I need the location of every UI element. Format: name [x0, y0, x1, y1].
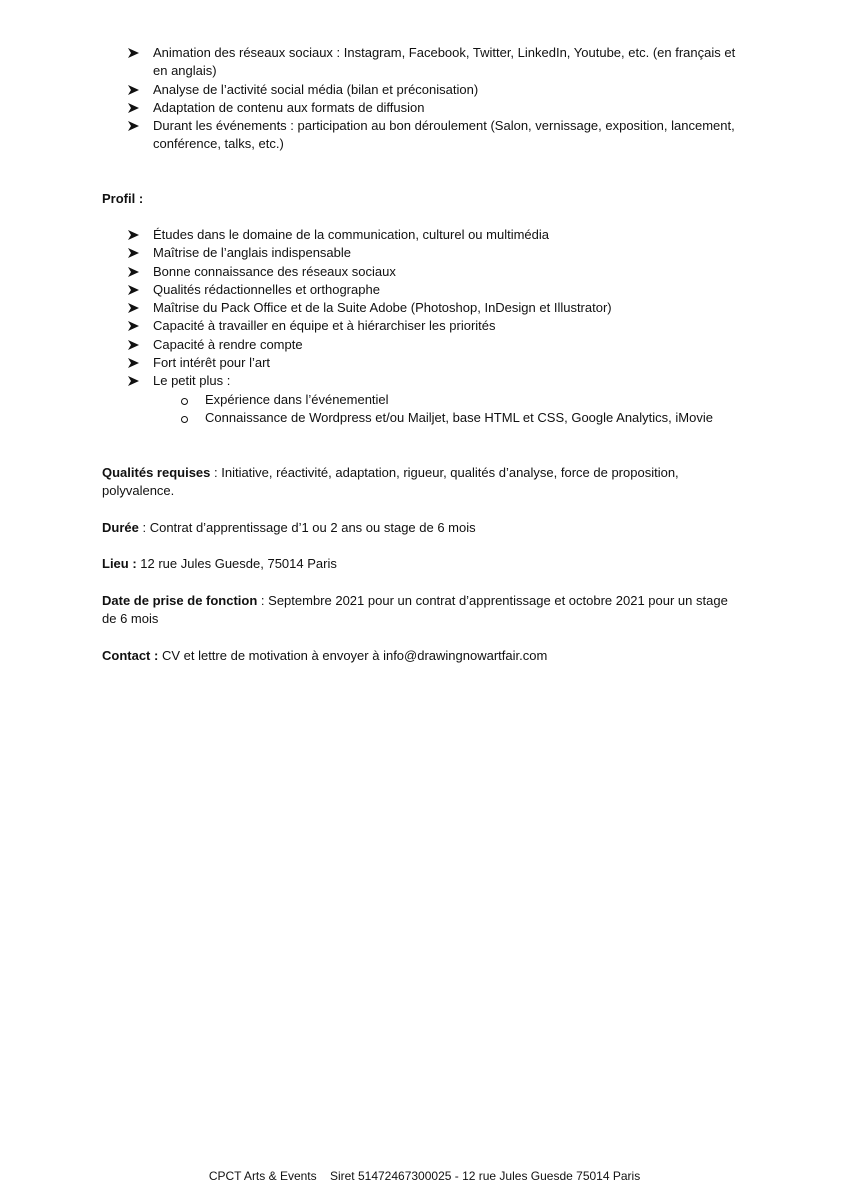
list-item: [127, 117, 747, 154]
missions-list: [127, 44, 747, 154]
list-item: [127, 372, 747, 427]
circle-bullet-icon: [181, 416, 188, 423]
profil-text: Fort intérêt pour l’art: [153, 355, 271, 371]
lieu-label: Lieu :: [102, 556, 137, 571]
profil-text: Qualités rédactionnelles et orthographe: [153, 281, 380, 297]
mission-text: Durant les événements : participation au bon déroulement (Salon, vernissage, exposition, lancement, conférence, talks, etc.): [153, 118, 735, 152]
contact-label: Contact :: [102, 648, 159, 663]
contact-text: CV et lettre de motivation à envoyer à info@drawingnowartfair.com: [158, 648, 548, 663]
profil-text: Maîtrise du Pack Office et de la Suite Adobe (Photoshop, InDesign et Illustrator): [153, 300, 612, 316]
date-prise-text: : Septembre 2021 pour un contrat d’apprentissage et octobre 2021 pour un stage de 6 mois: [102, 593, 728, 627]
mission-text: Adaptation de contenu aux formats de diffusion: [153, 99, 425, 115]
list-item: [127, 263, 747, 281]
footer-siret: Siret 51472467300025 - 12 rue Jules Guesde 75014 Paris: [329, 1169, 641, 1183]
arrow-bullet-icon: [127, 44, 141, 62]
list-item: [127, 317, 747, 335]
arrow-bullet-icon: [127, 226, 141, 244]
profil-text: Le petit plus :: [153, 373, 231, 389]
arrow-bullet-icon: [127, 281, 141, 299]
list-item: [127, 281, 747, 299]
duree-paragraph: [102, 519, 742, 537]
profil-text: Études dans le domaine de la communication, culturel ou multimédia: [153, 227, 549, 242]
list-item: [127, 81, 747, 99]
list-item: [127, 299, 747, 317]
profil-text: Capacité à rendre compte: [153, 336, 303, 352]
qualites-text: : Initiative, réactivité, adaptation, rigueur, qualités d’analyse, force de proposition, polyvalence.: [102, 465, 679, 499]
arrow-bullet-icon: [127, 263, 141, 281]
circle-bullet-icon: [181, 398, 188, 405]
mission-text: Animation des réseaux sociaux : Instagram, Facebook, Twitter, LinkedIn, Youtube, etc. (en français et en anglais): [153, 45, 736, 79]
qualites-paragraph: [102, 464, 742, 501]
arrow-bullet-icon: [127, 336, 141, 354]
list-item: [127, 99, 747, 117]
list-item: [127, 44, 747, 81]
qualites-label: Qualités requises: [102, 465, 211, 480]
contact-paragraph: [102, 647, 742, 665]
mission-text: Analyse de l’activité social média (bilan et préconisation): [153, 81, 479, 97]
arrow-bullet-icon: [127, 299, 141, 317]
lieu-paragraph: [102, 555, 742, 573]
duree-label: Durée: [102, 520, 139, 535]
profil-list: [127, 226, 747, 427]
list-item: [127, 244, 747, 262]
arrow-bullet-icon: [127, 99, 141, 117]
arrow-bullet-icon: [127, 372, 141, 390]
date-prise-label: Date de prise de fonction: [102, 593, 258, 608]
profil-heading: Profil :: [102, 191, 144, 206]
sub-item-text: Expérience dans l’événementiel: [205, 391, 389, 407]
list-item: [127, 226, 747, 244]
arrow-bullet-icon: [127, 81, 141, 99]
duree-text: : Contrat d’apprentissage d’1 ou 2 ans ou stage de 6 mois: [138, 520, 476, 535]
sub-item-text: Connaissance de Wordpress et/ou Mailjet, base HTML et CSS, Google Analytics, iMovie: [205, 409, 713, 425]
sub-list-item: [179, 391, 747, 409]
arrow-bullet-icon: [127, 244, 141, 262]
lieu-text: 12 rue Jules Guesde, 75014 Paris: [136, 556, 337, 571]
page-footer: [0, 1167, 849, 1185]
list-item: [127, 354, 747, 372]
arrow-bullet-icon: [127, 317, 141, 335]
sub-list-item: [179, 409, 747, 427]
profil-text: Maîtrise de l’anglais indispensable: [153, 245, 352, 261]
footer-company: CPCT Arts & Events: [208, 1169, 317, 1183]
arrow-bullet-icon: [127, 117, 141, 135]
profil-text: Capacité à travailler en équipe et à hiérarchiser les priorités: [153, 318, 496, 334]
arrow-bullet-icon: [127, 354, 141, 372]
profil-text: Bonne connaissance des réseaux sociaux: [153, 263, 396, 279]
list-item: [127, 336, 747, 354]
petit-plus-list: [179, 391, 747, 428]
date-prise-paragraph: [102, 592, 742, 629]
